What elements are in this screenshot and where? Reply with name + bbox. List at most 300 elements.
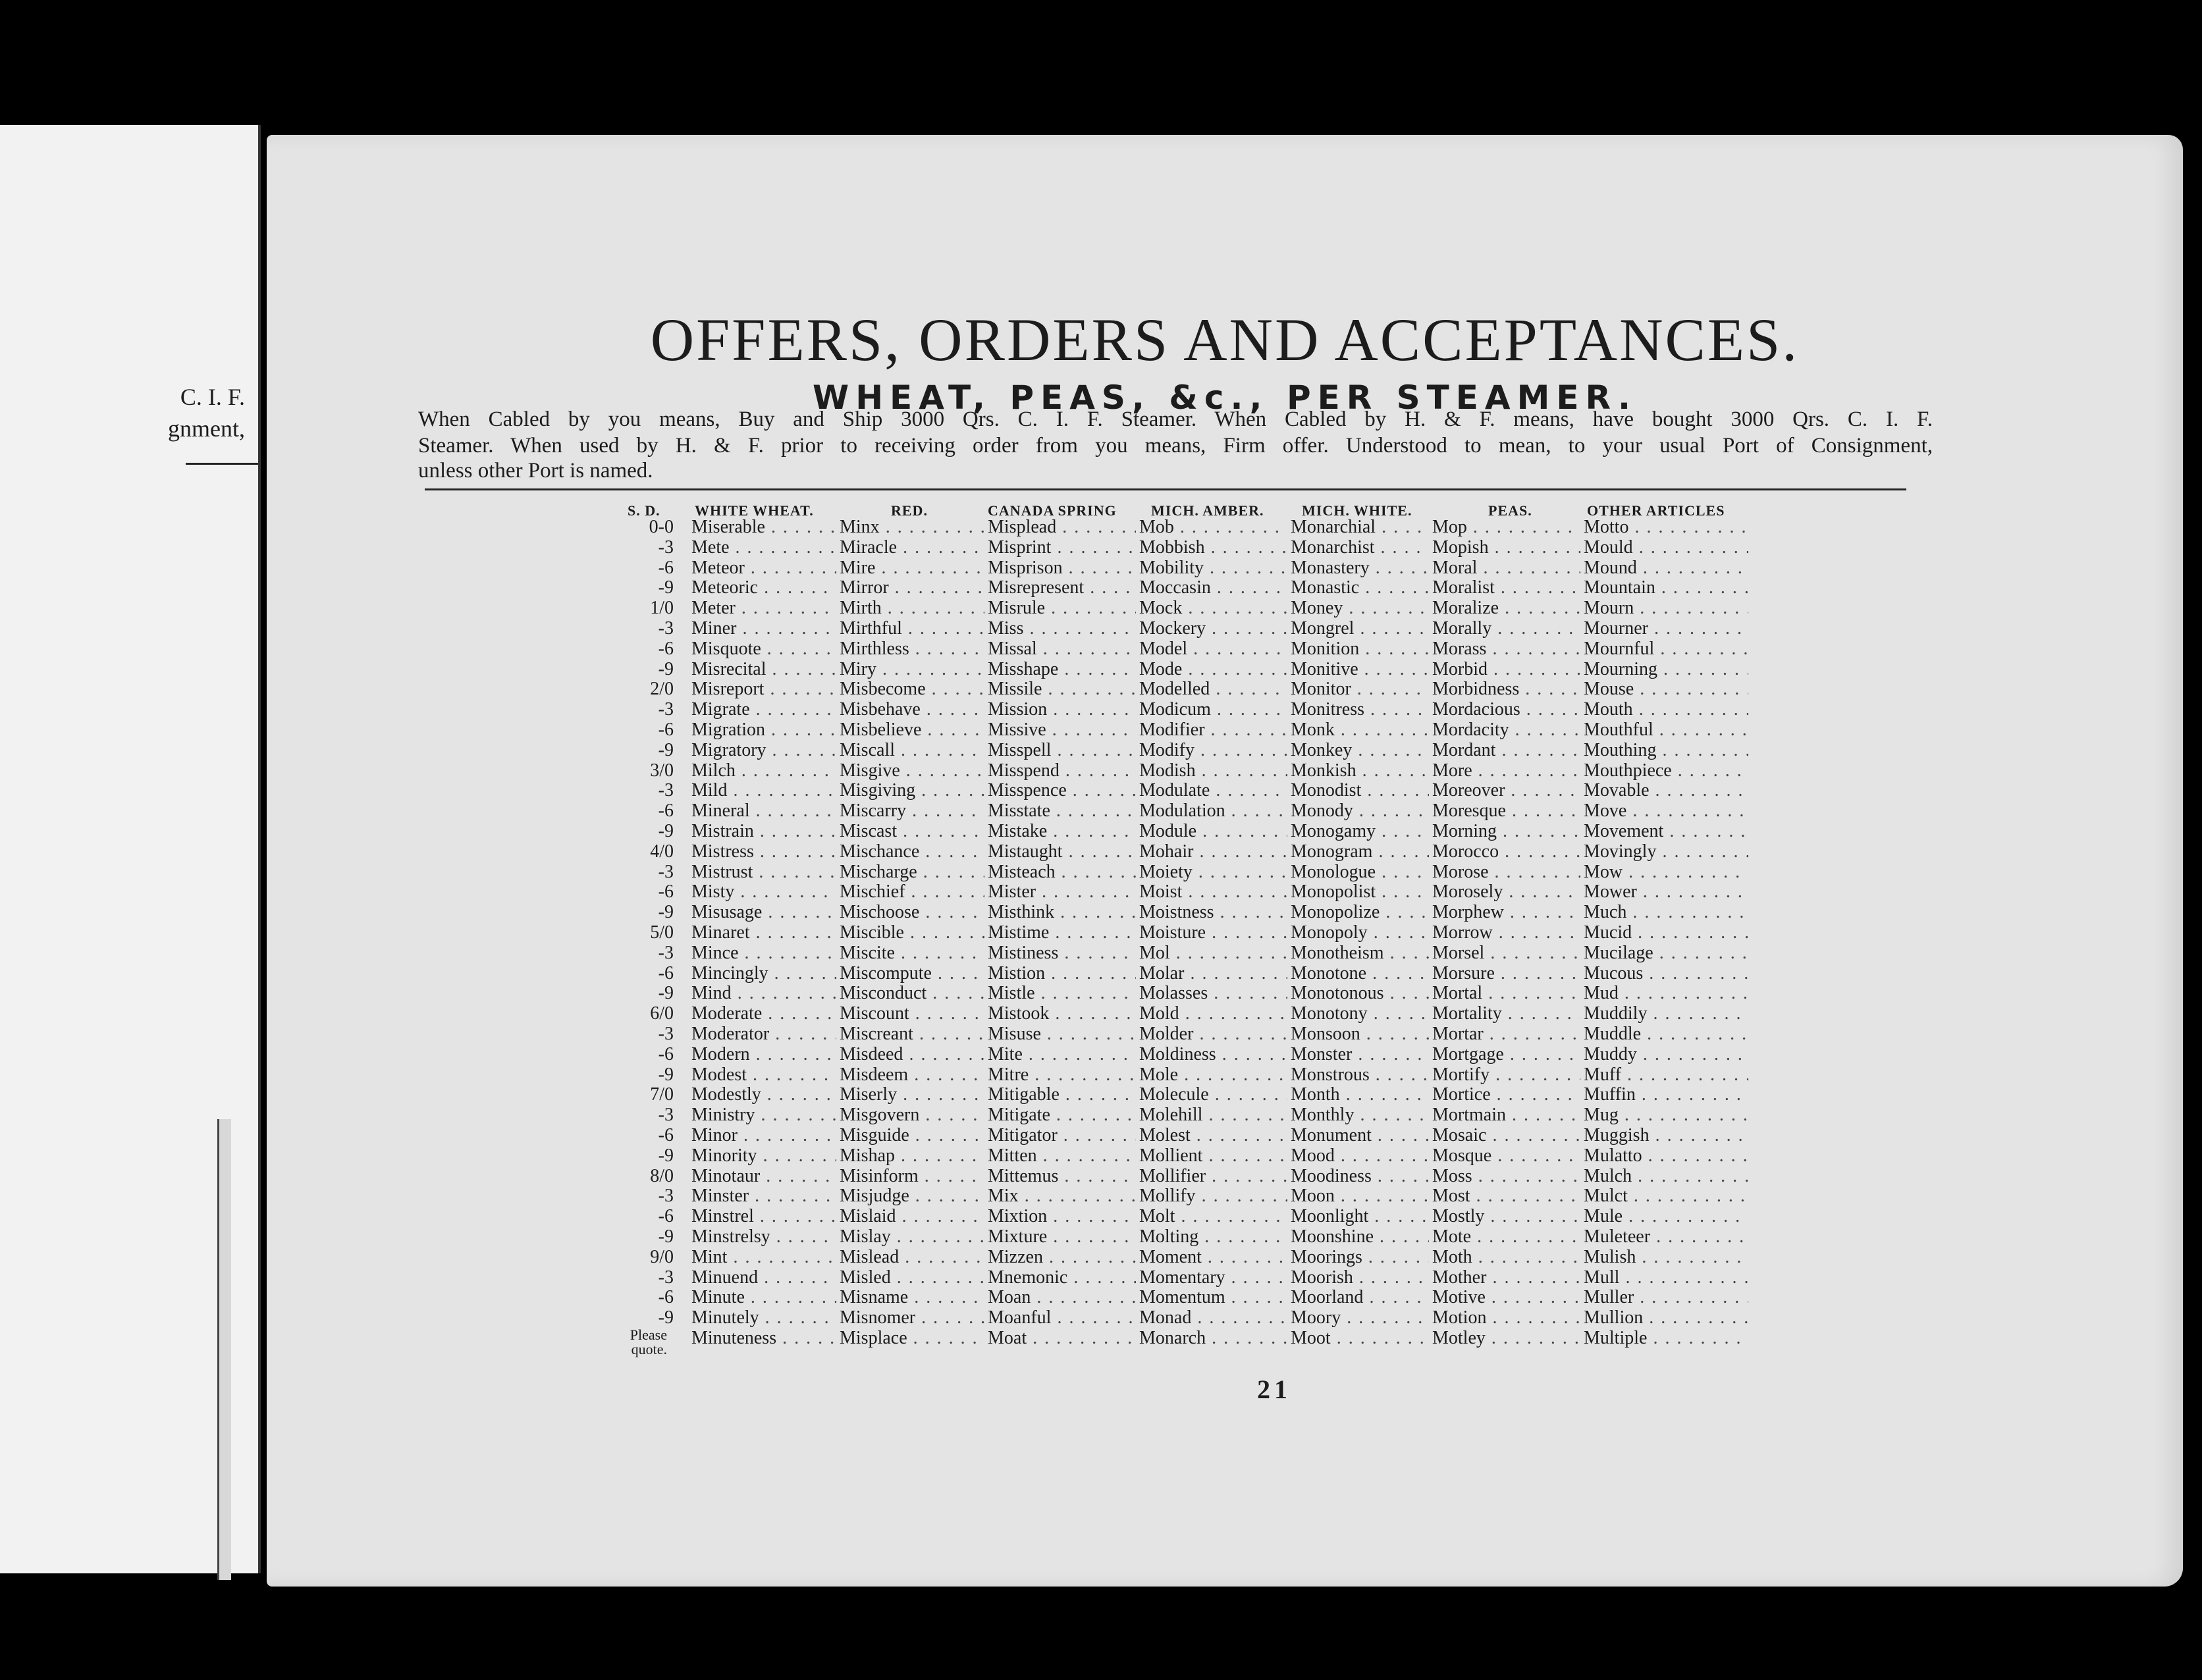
price-cell: -9 — [658, 1226, 674, 1246]
code-word-cell-wrap — [988, 558, 1136, 577]
code-word-cell: Monastic . . . — [1291, 577, 1429, 597]
table-row — [267, 821, 1979, 841]
price-cell: -6 — [658, 557, 674, 577]
code-word-cell: Misgive . . . — [840, 760, 984, 780]
code-word-cell-wrap — [1584, 618, 1748, 638]
table-row — [267, 881, 1979, 901]
code-word-cell: Miscall . . . — [840, 740, 984, 760]
code-word-cell: Mitigate . . . — [988, 1105, 1136, 1124]
code-word-cell-wrap — [691, 1287, 836, 1307]
code-word-cell: Mince . . . — [691, 943, 836, 962]
code-word-cell-wrap — [840, 558, 984, 577]
code-word-cell-wrap — [988, 537, 1136, 557]
code-word-cell-wrap — [840, 517, 984, 537]
table-row — [267, 699, 1979, 719]
table-row — [267, 1084, 1979, 1104]
price-cell-wrap — [628, 1044, 674, 1064]
code-word-cell: Miscompute . . . — [840, 963, 984, 983]
code-word-cell-wrap — [988, 740, 1136, 760]
code-word-cell: Minaret . . . — [691, 922, 836, 942]
code-word-cell: Misguide . . . — [840, 1125, 984, 1145]
code-word-cell: Mortify . . . — [1432, 1064, 1580, 1084]
price-cell: 4/0 — [650, 841, 674, 861]
price-cell: 7/0 — [650, 1084, 674, 1105]
code-word-cell: Muller . . . — [1584, 1287, 1748, 1307]
code-word-cell-wrap — [1291, 943, 1429, 962]
code-word-cell: Moderate . . . — [691, 1003, 836, 1023]
table-row — [267, 1064, 1979, 1084]
code-word-cell: Modern . . . — [691, 1044, 836, 1064]
code-word-cell: Moldiness . . . — [1139, 1044, 1287, 1064]
code-word-cell-wrap — [1584, 922, 1748, 942]
code-word-cell-wrap — [1432, 841, 1580, 861]
price-cell-wrap — [628, 1307, 674, 1327]
code-word-cell-wrap — [840, 537, 984, 557]
table-row — [267, 558, 1979, 577]
price-cell-wrap — [628, 517, 674, 537]
code-word-cell-wrap — [1139, 1084, 1287, 1104]
table-row — [267, 1145, 1979, 1165]
code-word-cell-wrap — [1432, 801, 1580, 820]
code-word-cell: Mud . . . — [1584, 983, 1748, 1003]
code-word-cell-wrap — [1584, 943, 1748, 962]
code-word-cell: Moist . . . — [1139, 881, 1287, 901]
price-cell-wrap — [628, 1287, 674, 1307]
code-word-cell: Modest . . . — [691, 1064, 836, 1084]
code-word-cell: Mistaught . . . — [988, 841, 1136, 861]
code-word-cell: Mordacity . . . — [1432, 720, 1580, 739]
code-word-cell-wrap — [1432, 740, 1580, 760]
code-word-cell-wrap — [1139, 720, 1287, 739]
price-cell: 1/0 — [650, 598, 674, 618]
code-word-cell: Mulch . . . — [1584, 1166, 1748, 1186]
code-word-cell: Mirthful . . . — [840, 618, 984, 638]
code-word-cell-wrap — [988, 821, 1136, 841]
code-word-cell: Model . . . — [1139, 639, 1287, 658]
code-word-cell-wrap — [988, 760, 1136, 780]
code-word-cell: Misplace . . . — [840, 1328, 984, 1348]
price-cell: -9 — [658, 902, 674, 922]
code-word-cell-wrap — [1432, 1267, 1580, 1287]
code-word-cell-wrap — [691, 1145, 836, 1165]
code-word-cell: Ministry . . . — [691, 1105, 836, 1124]
code-word-cell-wrap — [1584, 740, 1748, 760]
code-word-cell: Misplead . . . — [988, 517, 1136, 537]
code-word-cell-wrap — [1432, 1064, 1580, 1084]
code-word-cell: Mint . . . — [691, 1247, 836, 1267]
code-word-cell-wrap — [1291, 821, 1429, 841]
code-word-cell: Modulation . . . — [1139, 801, 1287, 820]
code-word-cell: Mortgage . . . — [1432, 1044, 1580, 1064]
code-word-cell-wrap — [988, 679, 1136, 698]
table-row — [267, 1328, 1979, 1357]
code-word-cell: Modestly . . . — [691, 1084, 836, 1104]
code-word-cell: Misspell . . . — [988, 740, 1136, 760]
price-cell-wrap — [628, 760, 674, 780]
code-word-cell: Misdeed . . . — [840, 1044, 984, 1064]
code-word-cell: Monkey . . . — [1291, 740, 1429, 760]
code-word-cell-wrap — [840, 801, 984, 820]
code-word-cell: Motley . . . — [1432, 1328, 1580, 1348]
code-word-cell: Monotheism . . . — [1291, 943, 1429, 962]
code-word-cell-wrap — [1291, 659, 1429, 679]
code-word-cell-wrap — [1291, 760, 1429, 780]
code-word-cell: Morally . . . — [1432, 618, 1580, 638]
code-word-cell: Mirthless . . . — [840, 639, 984, 658]
code-word-cell-wrap — [691, 1125, 836, 1145]
code-word-cell-wrap — [840, 1125, 984, 1145]
price-cell-wrap — [628, 922, 674, 942]
code-word-cell-wrap — [691, 760, 836, 780]
code-word-cell: Misrepresent . . . — [988, 577, 1136, 597]
code-word-cell-wrap — [1291, 537, 1429, 557]
code-word-cell: Morose . . . — [1432, 862, 1580, 881]
code-word-cell: Moonlight . . . — [1291, 1206, 1429, 1226]
code-word-cell-wrap — [840, 881, 984, 901]
price-cell-wrap — [608, 1328, 674, 1361]
code-word-cell: Monsoon . . . — [1291, 1024, 1429, 1043]
code-word-cell: Mortal . . . — [1432, 983, 1580, 1003]
code-word-cell: Monitive . . . — [1291, 659, 1429, 679]
code-word-cell-wrap — [1139, 1166, 1287, 1186]
code-word-cell-wrap — [1432, 1186, 1580, 1205]
code-word-cell-wrap — [1291, 902, 1429, 922]
table-row — [267, 963, 1979, 983]
code-word-cell: Mule . . . — [1584, 1206, 1748, 1226]
column-header: PEAS. — [1488, 502, 1532, 519]
code-word-cell: Misgovern . . . — [840, 1105, 984, 1124]
code-word-cell: Modulate . . . — [1139, 780, 1287, 800]
price-cell-wrap — [628, 537, 674, 557]
code-word-cell: Misinform . . . — [840, 1166, 984, 1186]
code-word-cell-wrap — [988, 902, 1136, 922]
code-word-cell-wrap — [1584, 537, 1748, 557]
code-word-cell: Misled . . . — [840, 1267, 984, 1287]
code-word-cell-wrap — [1139, 801, 1287, 820]
price-cell-wrap — [628, 1024, 674, 1043]
code-word-cell: Miserly . . . — [840, 1084, 984, 1104]
code-word-cell: Moot . . . — [1291, 1328, 1429, 1348]
price-cell: -3 — [658, 537, 674, 557]
price-cell-wrap — [628, 821, 674, 841]
code-word-cell-wrap — [1432, 881, 1580, 901]
price-cell: -3 — [658, 1186, 674, 1206]
code-word-cell-wrap — [1432, 1328, 1580, 1348]
code-word-cell: Miss . . . — [988, 618, 1136, 638]
code-word-cell-wrap — [988, 943, 1136, 962]
code-word-cell-wrap — [988, 720, 1136, 739]
column-header: S. D. — [628, 502, 660, 519]
code-word-cell: Mitre . . . — [988, 1064, 1136, 1084]
code-word-cell-wrap — [1584, 1287, 1748, 1307]
code-word-cell: Mollient . . . — [1139, 1145, 1287, 1165]
left-page-rule — [186, 463, 258, 465]
code-word-cell-wrap — [691, 1267, 836, 1287]
price-cell-wrap — [628, 963, 674, 983]
code-word-cell: Mulatto . . . — [1584, 1145, 1748, 1165]
code-word-cell: Mucid . . . — [1584, 922, 1748, 942]
price-cell: -6 — [658, 638, 674, 658]
code-word-cell-wrap — [1432, 922, 1580, 942]
code-word-cell: Mulct . . . — [1584, 1186, 1748, 1205]
code-word-cell: Mister . . . — [988, 881, 1136, 901]
code-word-cell-wrap — [1432, 679, 1580, 698]
code-word-cell: Mob . . . — [1139, 517, 1287, 537]
price-cell: -3 — [658, 1024, 674, 1043]
code-word-cell-wrap — [840, 1064, 984, 1084]
table-row — [267, 801, 1979, 820]
code-word-cell-wrap — [1432, 659, 1580, 679]
code-word-cell: Mole . . . — [1139, 1064, 1287, 1084]
code-word-cell: Minor . . . — [691, 1125, 836, 1145]
code-word-cell-wrap — [691, 1084, 836, 1104]
code-word-cell-wrap — [1584, 1044, 1748, 1064]
code-word-cell: Mower . . . — [1584, 881, 1748, 901]
code-word-cell-wrap — [988, 1125, 1136, 1145]
code-word-cell-wrap — [988, 1328, 1136, 1348]
code-word-cell: Monologue . . . — [1291, 862, 1429, 881]
code-word-cell-wrap — [691, 639, 836, 658]
table-row — [267, 922, 1979, 942]
code-word-cell: Minute . . . — [691, 1287, 836, 1307]
code-word-cell: Mongrel . . . — [1291, 618, 1429, 638]
code-word-cell: Movable . . . — [1584, 780, 1748, 800]
code-word-cell-wrap — [1139, 598, 1287, 617]
page-title: OFFERS, ORDERS AND ACCEPTANCES. — [650, 306, 1800, 373]
code-word-cell: Milch . . . — [691, 760, 836, 780]
code-word-cell-wrap — [840, 922, 984, 942]
code-word-cell: Molasses . . . — [1139, 983, 1287, 1003]
code-word-cell: Molar . . . — [1139, 963, 1287, 983]
code-word-cell-wrap — [1584, 1125, 1748, 1145]
code-word-cell: Misshape . . . — [988, 659, 1136, 679]
code-word-cell: Mug . . . — [1584, 1105, 1748, 1124]
code-word-cell-wrap — [1139, 1145, 1287, 1165]
code-word-cell: Mistion . . . — [988, 963, 1136, 983]
price-cell-wrap — [628, 1145, 674, 1165]
code-word-cell: Most . . . — [1432, 1186, 1580, 1205]
price-cell: -9 — [658, 658, 674, 679]
code-word-cell-wrap — [840, 1307, 984, 1327]
code-word-cell: Missive . . . — [988, 720, 1136, 739]
table-row — [267, 1125, 1979, 1145]
price-cell-wrap — [628, 659, 674, 679]
code-word-cell: Mixture . . . — [988, 1226, 1136, 1246]
table-row — [267, 1287, 1979, 1307]
code-word-cell: Miscount . . . — [840, 1003, 984, 1023]
code-word-cell-wrap — [988, 1186, 1136, 1205]
code-word-cell-wrap — [1584, 1145, 1748, 1165]
code-word-cell-wrap — [691, 1003, 836, 1023]
code-word-cell-wrap — [691, 618, 836, 638]
code-word-cell: Misprison . . . — [988, 558, 1136, 577]
code-word-cell-wrap — [1139, 1044, 1287, 1064]
code-word-cell-wrap — [1584, 517, 1748, 537]
column-header: WHITE WHEAT. — [695, 502, 814, 519]
code-word-cell-wrap — [840, 1145, 984, 1165]
code-word-cell: Moth . . . — [1432, 1247, 1580, 1267]
code-word-cell-wrap — [1291, 1206, 1429, 1226]
code-word-cell-wrap — [1584, 577, 1748, 597]
code-word-cell: Moralize . . . — [1432, 598, 1580, 617]
code-word-cell: Misgiving . . . — [840, 780, 984, 800]
code-word-cell: Mold . . . — [1139, 1003, 1287, 1023]
code-word-cell-wrap — [1432, 558, 1580, 577]
price-cell-wrap — [628, 1247, 674, 1267]
code-word-cell: Motion . . . — [1432, 1307, 1580, 1327]
price-cell: 3/0 — [650, 760, 674, 780]
code-word-cell: Module . . . — [1139, 821, 1287, 841]
code-word-cell: Mountain . . . — [1584, 577, 1748, 597]
code-word-cell: Misquote . . . — [691, 639, 836, 658]
code-word-cell-wrap — [1291, 780, 1429, 800]
code-word-cell: Mortmain . . . — [1432, 1105, 1580, 1124]
code-word-cell-wrap — [988, 1267, 1136, 1287]
code-word-cell: Misbecome . . . — [840, 679, 984, 698]
code-word-cell: Mirth . . . — [840, 598, 984, 617]
code-word-cell: Misconduct . . . — [840, 983, 984, 1003]
code-word-cell: Monition . . . — [1291, 639, 1429, 658]
code-word-cell-wrap — [691, 1024, 836, 1043]
code-word-cell: Mouthing . . . — [1584, 740, 1748, 760]
code-word-cell-wrap — [988, 1247, 1136, 1267]
code-word-cell-wrap — [1584, 598, 1748, 617]
code-word-cell: Moanful . . . — [988, 1307, 1136, 1327]
code-word-cell: Mull . . . — [1584, 1267, 1748, 1287]
code-word-cell: Meteor . . . — [691, 558, 836, 577]
code-word-cell: Mood . . . — [1291, 1145, 1429, 1165]
price-cell: -3 — [658, 780, 674, 801]
code-word-cell-wrap — [1291, 517, 1429, 537]
code-word-cell-wrap — [988, 1024, 1136, 1043]
code-word-cell: Motive . . . — [1432, 1287, 1580, 1307]
price-cell: Please quote. — [630, 1328, 667, 1357]
code-word-cell-wrap — [988, 1105, 1136, 1124]
code-word-cell: Monopolist . . . — [1291, 881, 1429, 901]
code-word-cell-wrap — [988, 1206, 1136, 1226]
code-word-cell: Mournful . . . — [1584, 639, 1748, 658]
table-row — [267, 983, 1979, 1003]
code-word-cell: Mischoose . . . — [840, 902, 984, 922]
code-word-cell-wrap — [1584, 639, 1748, 658]
code-word-cell: Mode . . . — [1139, 659, 1287, 679]
code-word-cell: Mischance . . . — [840, 841, 984, 861]
code-word-cell-wrap — [1139, 639, 1287, 658]
code-word-cell: Mollifier . . . — [1139, 1166, 1287, 1186]
code-word-cell-wrap — [1432, 1166, 1580, 1186]
code-word-cell: Moderator . . . — [691, 1024, 836, 1043]
code-word-cell-wrap — [691, 902, 836, 922]
code-word-cell-wrap — [840, 1247, 984, 1267]
code-word-cell-wrap — [1584, 902, 1748, 922]
code-word-cell: Moon . . . — [1291, 1186, 1429, 1205]
code-word-cell-wrap — [988, 983, 1136, 1003]
table-row — [267, 1166, 1979, 1186]
code-word-cell: Mistrain . . . — [691, 821, 836, 841]
code-word-cell: Misrule . . . — [988, 598, 1136, 617]
code-word-cell-wrap — [691, 1328, 836, 1348]
code-word-cell-wrap — [1584, 558, 1748, 577]
code-word-cell: Mulish . . . — [1584, 1247, 1748, 1267]
code-word-cell: Muggish . . . — [1584, 1125, 1748, 1145]
code-word-cell-wrap — [1432, 943, 1580, 962]
code-word-cell: Misdeem . . . — [840, 1064, 984, 1084]
code-word-cell: Monarch . . . — [1139, 1328, 1287, 1348]
code-word-cell-wrap — [988, 1307, 1136, 1327]
code-word-cell-wrap — [1432, 639, 1580, 658]
price-cell-wrap — [628, 1003, 674, 1023]
code-word-cell-wrap — [840, 679, 984, 698]
code-word-cell: Monitor . . . — [1291, 679, 1429, 698]
code-word-cell-wrap — [691, 983, 836, 1003]
code-word-cell: Moorings . . . — [1291, 1247, 1429, 1267]
page-number: 21 — [1257, 1375, 1291, 1404]
code-word-cell-wrap — [1139, 1328, 1287, 1348]
code-word-cell: Moistness . . . — [1139, 902, 1287, 922]
code-word-cell-wrap — [840, 699, 984, 719]
table-row — [267, 1307, 1979, 1327]
code-word-cell-wrap — [1139, 659, 1287, 679]
code-word-cell-wrap — [988, 659, 1136, 679]
price-cell-wrap — [628, 1267, 674, 1287]
code-word-cell-wrap — [691, 841, 836, 861]
price-cell: -9 — [658, 1145, 674, 1165]
code-word-cell-wrap — [1584, 1226, 1748, 1246]
intro-line: unless other Port is named. — [418, 459, 653, 483]
price-cell-wrap — [628, 1064, 674, 1084]
price-cell: -6 — [658, 1043, 674, 1064]
price-cell-wrap — [628, 639, 674, 658]
price-cell: 9/0 — [650, 1246, 674, 1267]
price-cell: -3 — [658, 861, 674, 881]
code-word-cell: Monthly . . . — [1291, 1105, 1429, 1124]
code-word-cell: Miscast . . . — [840, 821, 984, 841]
code-word-cell: Mischarge . . . — [840, 862, 984, 881]
code-word-cell-wrap — [1291, 841, 1429, 861]
code-word-cell: Morning . . . — [1432, 821, 1580, 841]
price-cell: -3 — [658, 1267, 674, 1287]
code-word-cell: Morosely . . . — [1432, 881, 1580, 901]
code-word-cell-wrap — [691, 1247, 836, 1267]
code-word-cell-wrap — [1584, 1328, 1748, 1348]
code-word-cell: Modish . . . — [1139, 760, 1287, 780]
code-word-cell-wrap — [1584, 760, 1748, 780]
code-word-cell-wrap — [691, 537, 836, 557]
code-word-cell-wrap — [1291, 1084, 1429, 1104]
code-word-cell-wrap — [988, 841, 1136, 861]
code-word-cell: Mop . . . — [1432, 517, 1580, 537]
price-cell-wrap — [628, 577, 674, 597]
code-word-cell-wrap — [1584, 963, 1748, 983]
code-word-cell: Moccasin . . . — [1139, 577, 1287, 597]
code-word-cell: Mistook . . . — [988, 1003, 1136, 1023]
code-word-cell: Mishap . . . — [840, 1145, 984, 1165]
table-row — [267, 639, 1979, 658]
code-word-cell: Movement . . . — [1584, 821, 1748, 841]
code-word-cell: Monster . . . — [1291, 1044, 1429, 1064]
code-word-cell-wrap — [1291, 699, 1429, 719]
code-word-cell-wrap — [691, 922, 836, 942]
code-word-cell-wrap — [691, 801, 836, 820]
code-word-cell-wrap — [1432, 1206, 1580, 1226]
code-word-cell: Muddily . . . — [1584, 1003, 1748, 1023]
code-word-cell-wrap — [1584, 862, 1748, 881]
code-word-cell: Molecule . . . — [1139, 1084, 1287, 1104]
code-word-cell-wrap — [1291, 1003, 1429, 1023]
code-word-cell: Movingly . . . — [1584, 841, 1748, 861]
code-word-cell: Money . . . — [1291, 598, 1429, 617]
code-word-cell-wrap — [988, 1044, 1136, 1064]
